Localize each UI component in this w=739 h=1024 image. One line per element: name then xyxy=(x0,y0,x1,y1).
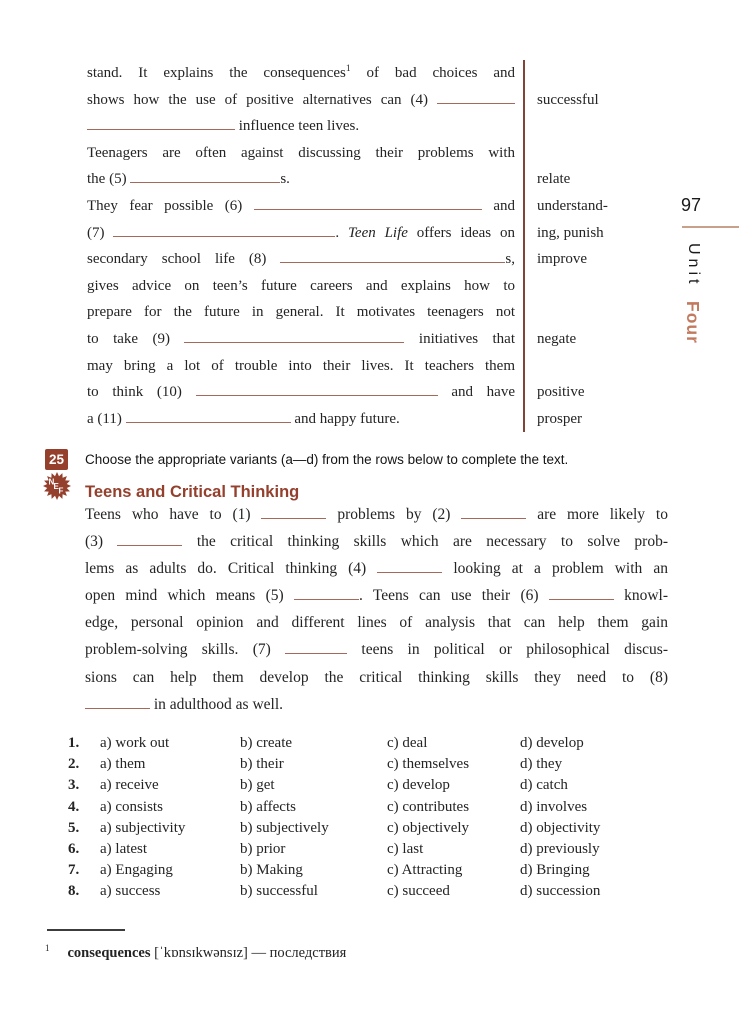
hint-spacer xyxy=(537,299,655,326)
option-cell: c) contributes xyxy=(387,798,470,815)
exercise-passage xyxy=(85,501,668,718)
svg-text:F: F xyxy=(58,486,64,496)
option-row-number: 8. xyxy=(68,883,80,900)
blank-line xyxy=(184,330,404,343)
footnote-transcription: [ˈkɒnsɪkwənsɪz] — последствия xyxy=(150,944,347,961)
option-row-number: 5. xyxy=(68,819,80,836)
option-cell: a) success xyxy=(100,883,161,900)
footnote-reference: 1 xyxy=(345,64,351,74)
passage-line: may bring a lot of trouble into their lives. It teachers them xyxy=(87,357,515,374)
hint-spacer xyxy=(537,273,655,300)
hint-spacer xyxy=(537,353,655,380)
blank-line xyxy=(254,197,482,210)
option-cell: d) Bringing xyxy=(520,862,590,879)
passage-line: (3) the critical thinking skills which are necessary to solve prob- xyxy=(85,533,668,551)
hint-words-column xyxy=(537,60,655,432)
option-row xyxy=(68,733,638,754)
passage-line: to take (9) initiatives that xyxy=(87,330,515,347)
passage-line: edge, personal opinion and different lines of analysis that can help them gain xyxy=(85,614,668,632)
divider-rule xyxy=(523,60,525,432)
option-row xyxy=(68,754,638,775)
option-row-number: 7. xyxy=(68,862,80,879)
option-row-number: 6. xyxy=(68,840,80,857)
passage-line: influence teen lives. xyxy=(87,113,515,140)
option-cell: b) their xyxy=(240,756,284,773)
option-cell: b) affects xyxy=(240,798,296,815)
nef-starburst-icon xyxy=(43,472,71,500)
hint-spacer xyxy=(537,113,655,140)
hint-spacer xyxy=(537,140,655,167)
option-row-number: 1. xyxy=(68,735,80,751)
option-cell: c) succeed xyxy=(387,883,450,900)
option-cell: b) subjectively xyxy=(240,819,329,836)
option-row xyxy=(68,860,638,881)
passage-line: Teens who have to (1) problems by (2) are more likely to xyxy=(85,506,668,523)
passage-line: the (5) s. xyxy=(87,171,290,188)
passage-line: sions can help them develop the critical thinking skills they need to (8) xyxy=(85,668,668,686)
option-cell: c) objectively xyxy=(387,819,470,836)
option-cell: d) objectivity xyxy=(520,819,601,836)
passage-line: shows how the use of positive alternatives can (4) xyxy=(87,87,515,114)
blank-line xyxy=(294,587,359,600)
passage-line: (7) . Teen Life offers ideas on xyxy=(87,224,515,241)
option-row-number: 2. xyxy=(68,756,80,773)
option-cell: b) prior xyxy=(240,840,286,857)
hint-spacer xyxy=(537,60,655,87)
footnote-rule xyxy=(47,929,125,931)
blank-line xyxy=(85,696,150,709)
option-cell: b) successful xyxy=(240,883,318,900)
option-cell: c) Attracting xyxy=(387,862,463,879)
unit-word: Unit xyxy=(685,243,702,288)
hint-word: prosper xyxy=(537,410,582,427)
unit-name: Four xyxy=(683,300,703,344)
option-cell: d) involves xyxy=(520,798,588,815)
blank-line xyxy=(87,117,235,130)
option-cell: b) create xyxy=(240,735,293,751)
option-cell: a) Engaging xyxy=(100,862,173,879)
option-row xyxy=(68,797,638,818)
blank-line xyxy=(196,383,438,396)
passage-line: in adulthood as well. xyxy=(85,691,668,718)
option-cell: d) previously xyxy=(520,840,600,857)
option-cell: d) catch xyxy=(520,777,568,794)
hint-word: negate xyxy=(537,330,577,347)
option-cell: c) themselves xyxy=(387,756,470,773)
passage-line: They fear possible (6) and xyxy=(87,197,515,214)
options-table xyxy=(68,733,638,903)
passage-line: open mind which means (5) . Teens can use their (6) knowl- xyxy=(85,587,668,605)
unit-tab xyxy=(682,243,703,344)
passage-line: to think (10) and have xyxy=(87,384,515,401)
passage-text-column xyxy=(87,60,515,432)
blank-line xyxy=(261,506,326,519)
exercise-instruction: Choose the appropriate variants (a—d) from the rows below to complete the text. xyxy=(85,452,569,467)
hint-word: positive xyxy=(537,384,585,401)
blank-line xyxy=(113,224,335,237)
footnote-superscript: 1 xyxy=(45,943,50,953)
hint-word: ing, punish xyxy=(537,224,604,241)
blank-line xyxy=(461,506,526,519)
sidebar-rule xyxy=(682,226,739,228)
passage-line: problem-solving skills. (7) teens in political or philosophical discus- xyxy=(85,641,668,659)
option-row xyxy=(68,818,638,839)
passage-line: lems as adults do. Critical thinking (4) looking at a problem with an xyxy=(85,560,668,578)
option-cell: c) last xyxy=(387,840,424,857)
exercise-title: Teens and Critical Thinking xyxy=(85,483,300,501)
option-row-number: 4. xyxy=(68,798,80,815)
svg-text:N: N xyxy=(48,477,55,487)
option-cell: d) succession xyxy=(520,883,601,900)
option-cell: a) work out xyxy=(100,735,170,751)
passage-line: secondary school life (8) s, xyxy=(87,251,515,268)
magazine-title: Teen Life xyxy=(347,224,408,241)
option-cell: c) deal xyxy=(387,735,428,751)
hint-word: improve xyxy=(537,251,587,268)
exercise-number-badge: 25 xyxy=(45,449,68,470)
passage-line: prepare for the future in general. It motivates teenagers not xyxy=(87,304,515,321)
option-cell: a) subjectivity xyxy=(100,819,186,836)
passage-line: a (11) and happy future. xyxy=(87,410,400,427)
hint-word: relate xyxy=(537,171,571,188)
blank-line xyxy=(549,587,614,600)
footnote xyxy=(45,938,346,963)
passage-line: gives advice on teen’s future careers and explains how to xyxy=(87,277,515,294)
blank-line xyxy=(437,91,515,104)
passage-line: stand. It explains the consequences$^1$ of bad choices and xyxy=(87,64,515,81)
blank-line xyxy=(130,170,280,183)
option-cell: a) receive xyxy=(100,777,159,794)
option-cell: a) consists xyxy=(100,798,163,815)
option-cell: d) develop xyxy=(520,735,584,751)
footnote-word: consequences xyxy=(67,944,151,961)
blank-line xyxy=(126,410,291,423)
blank-line xyxy=(377,560,442,573)
option-row xyxy=(68,881,638,902)
option-cell: a) latest xyxy=(100,840,148,857)
passage-gap-fill xyxy=(87,60,655,432)
option-cell: d) they xyxy=(520,756,563,773)
blank-line xyxy=(280,250,505,263)
page-number: 97 xyxy=(681,195,702,215)
option-row-number: 3. xyxy=(68,777,80,794)
option-cell: a) them xyxy=(100,756,146,773)
svg-text:E: E xyxy=(53,482,59,491)
option-cell: c) develop xyxy=(387,777,450,794)
footnote-text xyxy=(68,945,347,961)
option-cell: b) Making xyxy=(240,862,303,879)
passage-line: Teenagers are often against discussing their problems with xyxy=(87,144,515,161)
option-cell: b) get xyxy=(240,777,275,794)
hint-word: successful xyxy=(537,91,599,108)
hint-word: understand- xyxy=(537,197,608,214)
option-row xyxy=(68,839,638,860)
option-row xyxy=(68,775,638,796)
blank-line xyxy=(285,641,347,654)
blank-line xyxy=(117,533,182,546)
